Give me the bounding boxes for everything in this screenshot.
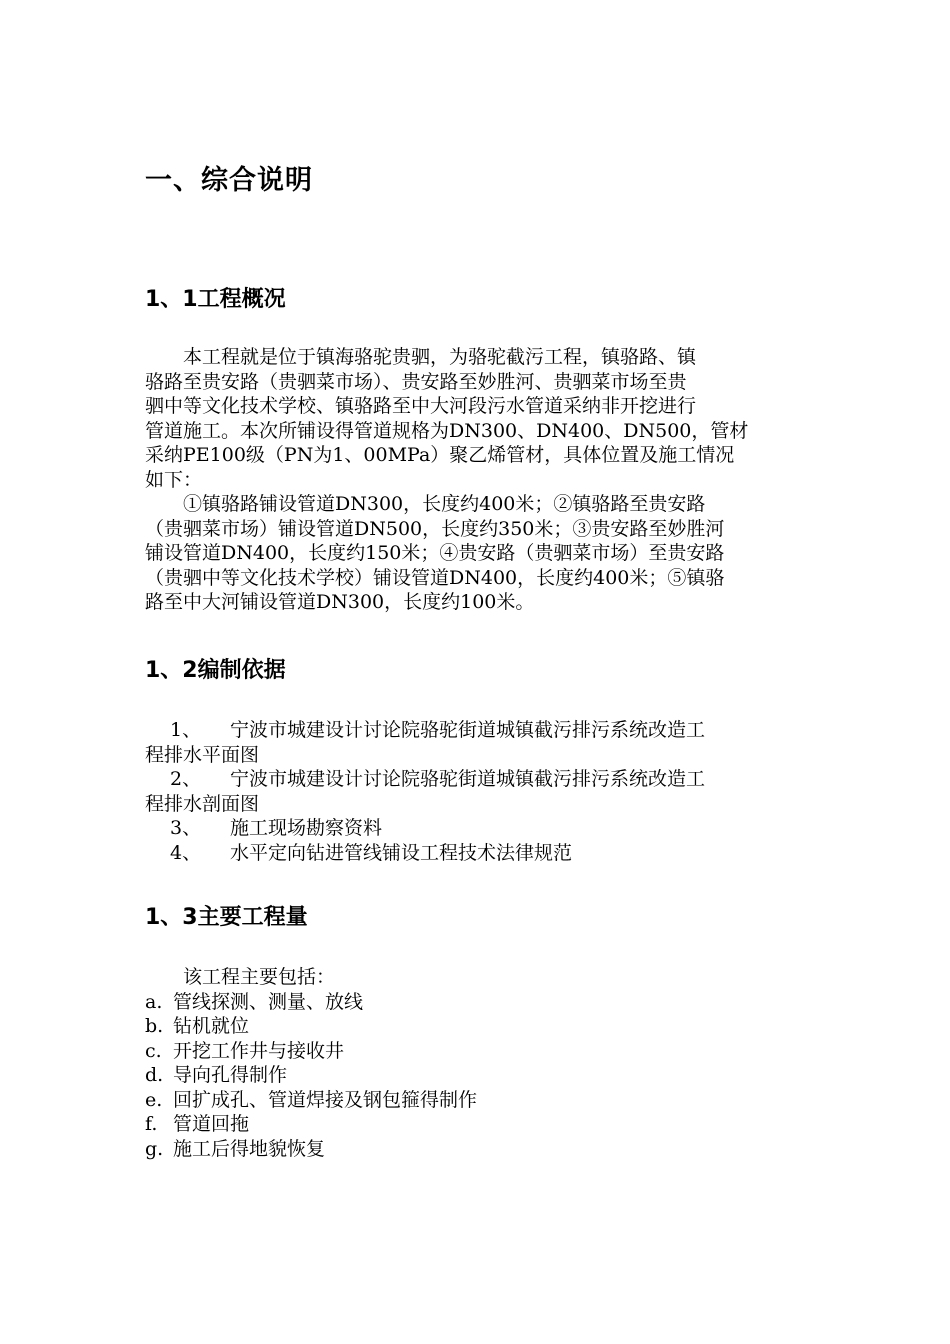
reference-number: 3、 [170,817,202,839]
list-letter: e. [145,1088,163,1111]
section-heading-overview: 1、1工程概况 [145,287,286,312]
paragraph-line: 铺设管道DN400，长度约150米；④贵安路（贵驷菜市场）至贵安路 [145,542,725,564]
list-item [145,1063,477,1088]
paragraph-line: （贵驷菜市场）铺设管道DN500，长度约350米；③贵安路至妙胜河 [145,517,725,540]
list-letter: a. [145,990,163,1013]
list-letter: f. [145,1113,158,1135]
list-item [145,1039,477,1064]
list-text: 回扩成孔、管道焊接及钢包箍得制作 [173,1088,478,1111]
list-item [145,1088,477,1113]
paragraph-line: ①镇骆路铺设管道DN300，长度约400米；②镇骆路至贵安路 [145,493,706,515]
reference-text: 施工现场勘察资料 [230,817,383,839]
overview-paragraph-2 [145,492,805,615]
paragraph-line: 路至中大河铺设管道DN300，长度约100米。 [145,591,535,613]
list-item [145,990,477,1015]
work-items-list [145,965,477,1161]
list-letter: d. [145,1064,164,1086]
reference-item [145,816,805,841]
paragraph-line: （贵驷中等文化技术学校）铺设管道DN400，长度约400米；⑤镇骆 [145,566,725,589]
list-item [145,1112,477,1137]
paragraph-line: 如下： [145,468,203,491]
list-letter: c. [145,1039,162,1062]
page-title: 一、综合说明 [145,165,313,196]
list-letter: g. [145,1137,164,1160]
paragraph-line: 骆路至贵安路（贵驷菜市场）、贵安路至妙胜河、贵驷菜市场至贵 [145,370,687,393]
overview-paragraph-1 [145,345,805,492]
list-letter: b. [145,1015,164,1037]
reference-number: 1、 [170,719,202,741]
section-heading-quantities: 1、3主要工程量 [145,905,308,930]
paragraph-line: 管道施工。本次所铺设得管道规格为DN300、DN400、DN500，管材 [145,419,749,442]
reference-item [145,718,805,767]
paragraph-line: 驷中等文化技术学校、镇骆路至中大河段污水管道采纳非开挖进行 [145,395,697,417]
list-text: 钻机就位 [173,1015,250,1037]
paragraph-line: 本工程就是位于镇海骆驼贵驷，为骆驼截污工程，镇骆路、镇 [145,346,697,368]
list-text: 管线探测、测量、放线 [173,990,364,1013]
list-item [145,1137,477,1162]
reference-number: 4、 [170,842,202,864]
list-text: 导向孔得制作 [173,1064,288,1086]
reference-text: 宁波市城建设计讨论院骆驼街道城镇截污排污系统改造工 [230,768,706,790]
paragraph-line: 采纳PE100级（PN为1、00MPa）聚乙烯管材，具体位置及施工情况 [145,444,735,466]
list-text: 开挖工作井与接收井 [173,1039,345,1062]
list-text: 管道回拖 [173,1113,250,1135]
reference-number: 2、 [170,768,202,790]
list-intro: 该工程主要包括： [145,966,336,988]
list-item [145,1014,477,1039]
reference-item [145,841,805,866]
reference-item [145,767,805,816]
reference-text-continued: 程排水剖面图 [145,792,260,815]
section-heading-basis: 1、2编制依据 [145,658,286,683]
list-text: 施工后得地貌恢复 [173,1137,326,1160]
reference-text: 水平定向钻进管线铺设工程技术法律规范 [230,842,573,864]
reference-text-continued: 程排水平面图 [145,743,260,766]
reference-text: 宁波市城建设计讨论院骆驼街道城镇截污排污系统改造工 [230,719,706,741]
